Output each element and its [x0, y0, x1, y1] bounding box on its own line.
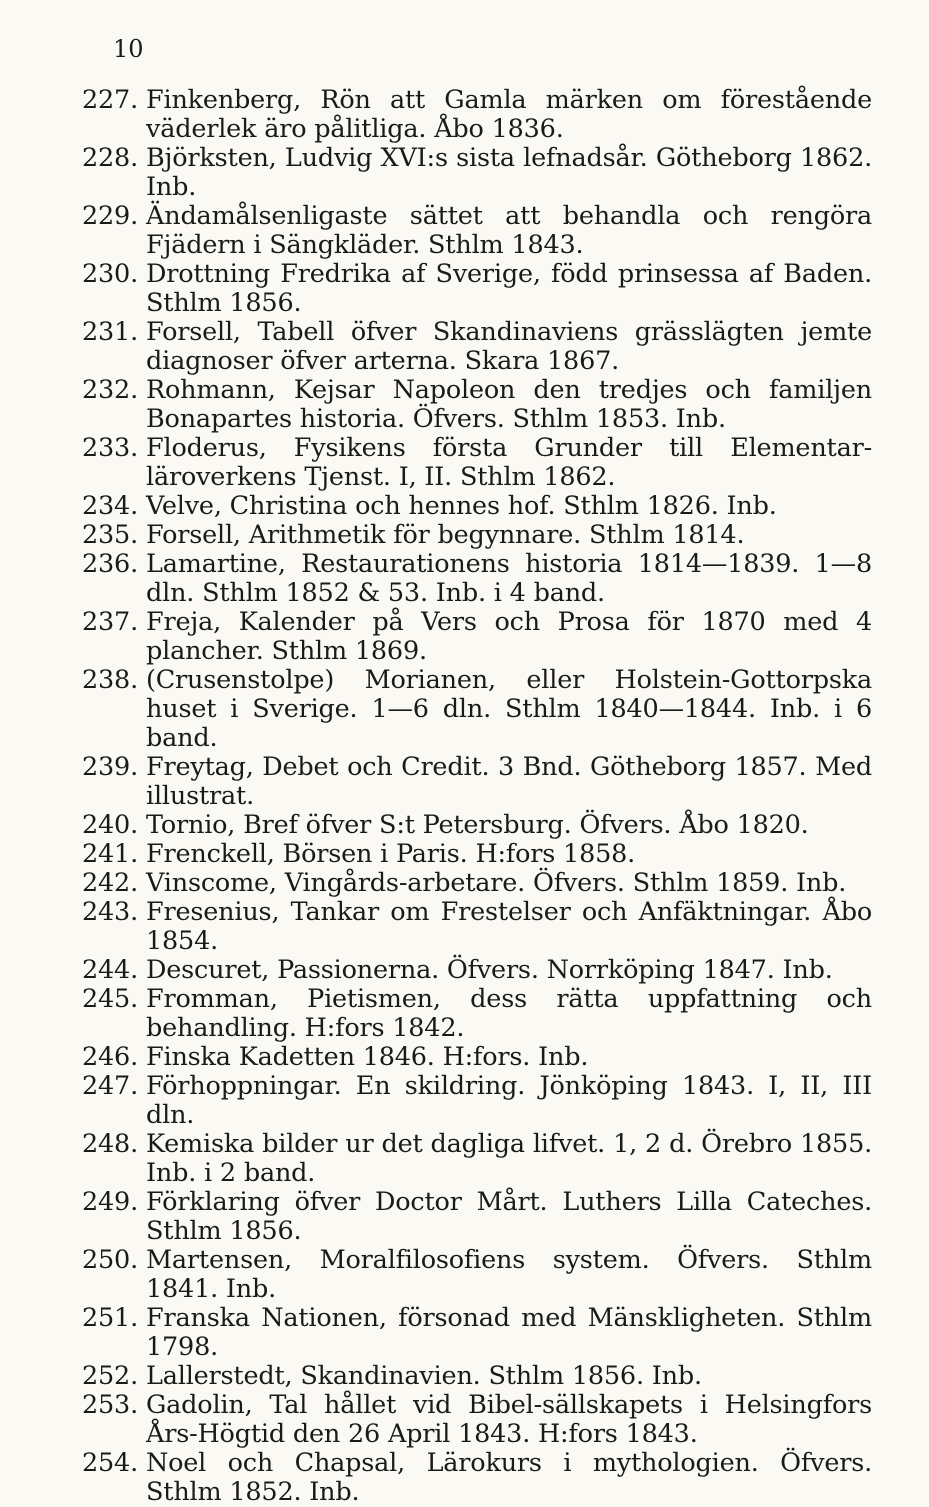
- catalog-entry: [82, 86, 872, 144]
- entry-text: Förklaring öfver Doctor Mårt. Luthers Lilla Cateches. Sthlm 1856.: [146, 1187, 872, 1246]
- entry-text: Lallerstedt, Skandinavien. Sthlm 1856. Inb.: [146, 1361, 702, 1391]
- catalog-entry: [82, 840, 872, 869]
- entry-text: Lamartine, Restaurationens historia 1814—1839. 1—8 dln. Sthlm 1852 & 53. Inb. i 4 band.: [146, 549, 872, 608]
- catalog-entry: [82, 202, 872, 260]
- entry-number: 244.: [82, 955, 138, 985]
- catalog-entry-list: [82, 86, 872, 1507]
- entry-text: Noel och Chapsal, Lärokurs i mythologien. Öfvers. Sthlm 1852. Inb.: [146, 1448, 872, 1507]
- entry-text: Ändamålsenligaste sättet att behandla och rengöra Fjädern i Sängkläder. Sthlm 1843.: [146, 201, 872, 260]
- entry-number: 235.: [82, 520, 138, 550]
- entry-text: Freja, Kalender på Vers och Prosa för 1870 med 4 plancher. Sthlm 1869.: [146, 607, 872, 666]
- entry-text: Gadolin, Tal hållet vid Bibel-sällskapets i Helsingfors Års-Högtid den 26 April 1843. H:fors 1843.: [146, 1390, 872, 1449]
- catalog-entry: [82, 1362, 872, 1391]
- entry-text: Förhoppningar. En skildring. Jönköping 1843. I, II, III dln.: [146, 1071, 872, 1130]
- entry-text: Rohmann, Kejsar Napoleon den tredjes och familjen Bonapartes historia. Öfvers. Sthlm 1853. Inb.: [146, 375, 872, 434]
- entry-number: 237.: [82, 607, 138, 637]
- entry-number: 232.: [82, 375, 138, 405]
- entry-text: Tornio, Bref öfver S:t Petersburg. Öfvers. Åbo 1820.: [146, 810, 809, 840]
- entry-number: 227.: [82, 85, 138, 115]
- entry-text: Franska Nationen, försonad med Mänskligheten. Sthlm 1798.: [146, 1303, 872, 1362]
- catalog-entry: [82, 1130, 872, 1188]
- catalog-entry: [82, 1043, 872, 1072]
- catalog-entry: [82, 1304, 872, 1362]
- catalog-entry: [82, 985, 872, 1043]
- entry-number: 241.: [82, 839, 138, 869]
- entry-text: Drottning Fredrika af Sverige, född prinsessa af Baden. Sthlm 1856.: [146, 259, 872, 318]
- catalog-entry: [82, 1072, 872, 1130]
- catalog-entry: [82, 811, 872, 840]
- catalog-entry: [82, 666, 872, 753]
- entry-number: 250.: [82, 1245, 138, 1275]
- entry-number: 248.: [82, 1129, 138, 1159]
- entry-number: 239.: [82, 752, 138, 782]
- entry-text: Forsell, Arithmetik för begynnare. Sthlm 1814.: [146, 520, 745, 550]
- catalog-entry: [82, 956, 872, 985]
- entry-number: 236.: [82, 549, 138, 579]
- entry-number: 231.: [82, 317, 138, 347]
- catalog-entry: [82, 1391, 872, 1449]
- entry-number: 254.: [82, 1448, 138, 1478]
- catalog-entry: [82, 318, 872, 376]
- entry-number: 252.: [82, 1361, 138, 1391]
- entry-text: Vinscome, Vingårds-arbetare. Öfvers. Sthlm 1859. Inb.: [146, 868, 847, 898]
- entry-number: 247.: [82, 1071, 138, 1101]
- entry-text: Fromman, Pietismen, dess rätta uppfattning och behandling. H:fors 1842.: [146, 984, 872, 1043]
- catalog-entry: [82, 550, 872, 608]
- entry-text: Fresenius, Tankar om Frestelser och Anfäktningar. Åbo 1854.: [146, 897, 872, 956]
- entry-text: Finska Kadetten 1846. H:fors. Inb.: [146, 1042, 589, 1072]
- entry-number: 233.: [82, 433, 138, 463]
- catalog-entry: [82, 434, 872, 492]
- entry-number: 249.: [82, 1187, 138, 1217]
- entry-text: Descuret, Passionerna. Öfvers. Norrköping 1847. Inb.: [146, 955, 833, 985]
- catalog-entry: [82, 1246, 872, 1304]
- entry-text: Floderus, Fysikens första Grunder till Elementar-läroverkens Tjenst. I, II. Sthlm 1862.: [146, 433, 872, 492]
- entry-number: 243.: [82, 897, 138, 927]
- entry-text: Kemiska bilder ur det dagliga lifvet. 1, 2 d. Örebro 1855. Inb. i 2 band.: [146, 1129, 872, 1188]
- entry-number: 230.: [82, 259, 138, 289]
- entry-text: Frenckell, Börsen i Paris. H:fors 1858.: [146, 839, 636, 869]
- entry-text: Martensen, Moralfilosofiens system. Öfvers. Sthlm 1841. Inb.: [146, 1245, 872, 1304]
- page-number: 10: [113, 35, 144, 63]
- catalog-entry: [82, 869, 872, 898]
- entry-text: Forsell, Tabell öfver Skandinaviens grässlägten jemte diagnoser öfver arterna. Skara 1867.: [146, 317, 872, 376]
- entry-text: Freytag, Debet och Credit. 3 Bnd. Götheborg 1857. Med illustrat.: [146, 752, 872, 811]
- catalog-entry: [82, 898, 872, 956]
- catalog-entry: [82, 608, 872, 666]
- entry-number: 246.: [82, 1042, 138, 1072]
- entry-text: (Crusenstolpe) Morianen, eller Holstein-Gottorpska huset i Sverige. 1—6 dln. Sthlm 1840—1844. Inb. i 6 band.: [146, 665, 872, 753]
- catalog-entry: [82, 260, 872, 318]
- entry-number: 251.: [82, 1303, 138, 1333]
- entry-text: Björksten, Ludvig XVI:s sista lefnadsår. Götheborg 1862. Inb.: [146, 143, 872, 202]
- entry-number: 242.: [82, 868, 138, 898]
- entry-number: 229.: [82, 201, 138, 231]
- catalog-entry: [82, 376, 872, 434]
- entry-number: 253.: [82, 1390, 138, 1420]
- catalog-entry: [82, 1188, 872, 1246]
- entry-number: 240.: [82, 810, 138, 840]
- catalog-entry: [82, 144, 872, 202]
- catalog-entry: [82, 1449, 872, 1507]
- entry-text: Velve, Christina och hennes hof. Sthlm 1826. Inb.: [146, 491, 777, 521]
- entry-number: 234.: [82, 491, 138, 521]
- catalog-entry: [82, 753, 872, 811]
- catalog-entry: [82, 521, 872, 550]
- entry-text: Finkenberg, Rön att Gamla märken om förestående väderlek äro pålitliga. Åbo 1836.: [146, 85, 872, 144]
- entry-number: 245.: [82, 984, 138, 1014]
- catalog-entry: [82, 492, 872, 521]
- entry-number: 238.: [82, 665, 138, 695]
- entry-number: 228.: [82, 143, 138, 173]
